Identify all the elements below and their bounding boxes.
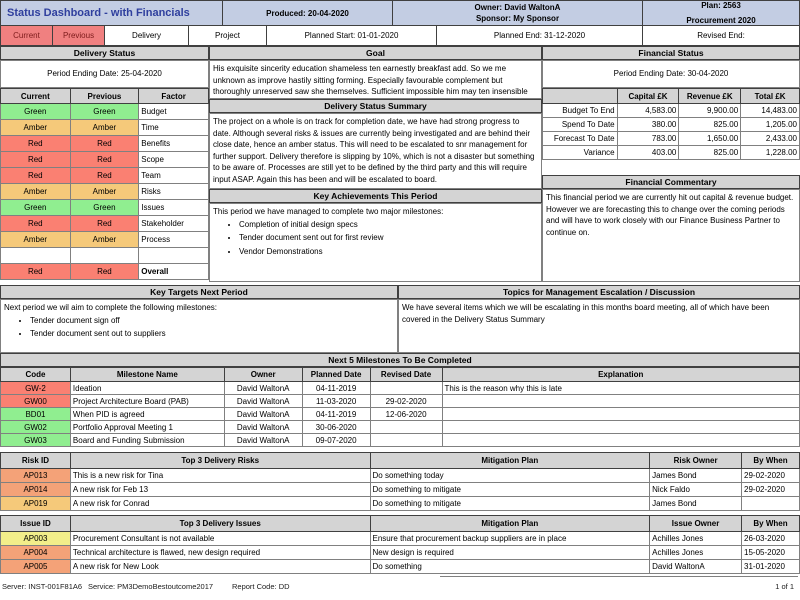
milestone-explanation-cell — [442, 408, 799, 421]
milestone-explanation-cell — [442, 421, 799, 434]
rag-factor-cell: Team — [139, 168, 209, 184]
rag-previous-cell: Red — [70, 152, 139, 168]
financial-row — [543, 146, 800, 160]
rag-current-cell: Green — [1, 104, 71, 120]
col-ms-name: Milestone Name — [70, 368, 224, 382]
delivery-status-row — [1, 264, 209, 280]
financial-revenue-cell: 1,650.00 — [679, 132, 741, 146]
risks-header-row — [1, 453, 800, 469]
rag-factor-cell: Issues — [139, 200, 209, 216]
rag-previous-cell: Green — [70, 104, 139, 120]
tab-previous[interactable]: Previous — [53, 26, 105, 45]
tab-current[interactable]: Current — [1, 26, 53, 45]
rag-factor-cell: Process — [139, 232, 209, 248]
issue-mitigation-cell: Ensure that procurement backup suppliers are in place — [370, 532, 650, 546]
delivery-status-row — [1, 216, 209, 232]
dashboard-subheader — [0, 26, 800, 46]
risk-row — [1, 469, 800, 483]
rag-factor-cell: Scope — [139, 152, 209, 168]
issue-row — [1, 546, 800, 560]
col-ms-revised: Revised Date — [370, 368, 442, 382]
issue-bywhen-cell: 31-01-2020 — [742, 560, 800, 574]
milestone-owner-cell: David WaltonA — [224, 421, 302, 434]
page-title-cell — [1, 1, 223, 25]
issue-row — [1, 532, 800, 546]
col-risk-desc: Top 3 Delivery Risks — [70, 453, 370, 469]
key-achievements-title: Key Achievements This Period — [209, 189, 542, 203]
key-achievements-list — [213, 219, 538, 258]
rag-previous-cell: Red — [70, 264, 139, 280]
rag-current-cell: Red — [1, 264, 71, 280]
rag-current-cell: Red — [1, 216, 71, 232]
col-ms-explanation: Explanation — [442, 368, 799, 382]
issue-mitigation-cell: Do something — [370, 560, 650, 574]
milestone-planned-cell: 09-07-2020 — [302, 434, 370, 447]
issue-bywhen-cell: 26-03-2020 — [742, 532, 800, 546]
goal-title: Goal — [209, 46, 542, 60]
issue-row — [1, 560, 800, 574]
rag-current-cell: Red — [1, 168, 71, 184]
col-factor: Factor — [139, 89, 209, 104]
milestones-body — [1, 382, 800, 447]
risk-id-cell: AP014 — [1, 483, 71, 497]
page-footer — [0, 580, 800, 600]
milestone-code-cell: GW03 — [1, 434, 71, 447]
milestones-title: Next 5 Milestones To Be Completed — [0, 353, 800, 367]
issues-table — [0, 515, 800, 574]
milestone-planned-cell: 30-06-2020 — [302, 421, 370, 434]
delivery-status-row — [1, 152, 209, 168]
issue-desc-cell: Procurement Consultant is not available — [70, 532, 370, 546]
issues-panel — [0, 515, 800, 574]
risk-owner-cell: James Bond — [650, 497, 742, 511]
issue-id-cell: AP004 — [1, 546, 71, 560]
issue-id-cell: AP005 — [1, 560, 71, 574]
financial-capital-cell: 380.00 — [617, 118, 679, 132]
produced-cell — [223, 1, 393, 25]
milestone-code-cell: BD01 — [1, 408, 71, 421]
financial-total-cell: 1,228.00 — [741, 146, 800, 160]
rag-factor-cell: Time — [139, 120, 209, 136]
col-total: Total £K — [741, 89, 800, 104]
financial-row-label: Spend To Date — [543, 118, 618, 132]
key-targets-list — [4, 315, 394, 340]
milestone-owner-cell: David WaltonA — [224, 434, 302, 447]
milestone-owner-cell: David WaltonA — [224, 408, 302, 421]
milestones-panel — [0, 353, 800, 447]
key-targets-body — [0, 299, 398, 353]
milestone-planned-cell: 04-11-2019 — [302, 382, 370, 395]
owner-label: Owner: David WaltonA — [474, 3, 561, 12]
rag-factor-cell: Overall — [139, 264, 209, 280]
footer-page-number: 1 of 1 — [775, 582, 794, 591]
risk-id-cell: AP013 — [1, 469, 71, 483]
col-ms-planned: Planned Date — [302, 368, 370, 382]
key-achievement-item: • Tender document sent out for first review — [239, 232, 538, 244]
dashboard-header — [0, 0, 800, 26]
risk-desc-cell: A new risk for Feb 13 — [70, 483, 370, 497]
col-risk-mitigation: Mitigation Plan — [370, 453, 650, 469]
milestone-name-cell: Board and Funding Submission — [70, 434, 224, 447]
milestone-code-cell: GW-2 — [1, 382, 71, 395]
col-previous: Previous — [70, 89, 139, 104]
footer-divider — [440, 576, 798, 577]
col-ms-code: Code — [1, 368, 71, 382]
delivery-summary-panel — [209, 99, 542, 189]
risk-desc-cell: A new risk for Conrad — [70, 497, 370, 511]
key-targets-title: Key Targets Next Period — [0, 285, 398, 299]
delivery-status-row — [1, 104, 209, 120]
col-risk-owner: Risk Owner — [650, 453, 742, 469]
financial-row-label: Variance — [543, 146, 618, 160]
milestone-owner-cell: David WaltonA — [224, 382, 302, 395]
milestone-row — [1, 382, 800, 395]
delivery-summary-title: Delivery Status Summary — [209, 99, 542, 113]
tab-project[interactable]: Project — [189, 26, 267, 45]
key-targets-intro: Next period we wil aim to complete the following milestones: — [4, 303, 217, 312]
footer-report-code: Report Code: DD — [232, 582, 290, 591]
plan-cell — [643, 1, 799, 25]
rag-current-cell: Green — [1, 200, 71, 216]
milestone-name-cell: Project Architecture Board (PAB) — [70, 395, 224, 408]
risk-bywhen-cell: 29-02-2020 — [742, 483, 800, 497]
milestone-revised-cell: 12-06-2020 — [370, 408, 442, 421]
issue-mitigation-cell: New design is required — [370, 546, 650, 560]
financial-capital-cell: 783.00 — [617, 132, 679, 146]
rag-factor-cell: Risks — [139, 184, 209, 200]
milestones-table — [0, 367, 800, 447]
financial-period-ending: Period Ending Date: 30-04-2020 — [542, 60, 800, 88]
key-achievements-body — [209, 203, 542, 282]
col-issue-desc: Top 3 Delivery Issues — [70, 516, 370, 532]
risk-bywhen-cell — [742, 497, 800, 511]
page-title: Status Dashboard - with Financials — [7, 7, 190, 19]
delivery-status-row — [1, 136, 209, 152]
milestone-code-cell: GW02 — [1, 421, 71, 434]
escalation-text: We have several items which we will be escalating in this months board meeting, all of which have been covered in the Delivery Status Summary — [398, 299, 800, 353]
rag-current-cell: Amber — [1, 120, 71, 136]
financial-row — [543, 118, 800, 132]
milestone-planned-cell: 04-11-2019 — [302, 408, 370, 421]
risk-owner-cell: Nick Faldo — [650, 483, 742, 497]
financial-total-cell: 14,483.00 — [741, 104, 800, 118]
issue-owner-cell: David WaltonA — [650, 560, 742, 574]
risk-bywhen-cell: 29-02-2020 — [742, 469, 800, 483]
milestone-row — [1, 421, 800, 434]
milestone-explanation-cell — [442, 434, 799, 447]
rag-previous-cell: Amber — [70, 184, 139, 200]
risk-desc-cell: This is a new risk for Tina — [70, 469, 370, 483]
produced-date: Produced: 20-04-2020 — [266, 8, 349, 18]
rag-factor-cell — [139, 248, 209, 264]
issue-desc-cell: Technical architecture is flawed, new design required — [70, 546, 370, 560]
financial-row-label: Budget To End — [543, 104, 618, 118]
risks-body — [1, 469, 800, 511]
issue-owner-cell: Achilles Jones — [650, 546, 742, 560]
milestones-header-row — [1, 368, 800, 382]
delivery-status-header-row — [1, 89, 209, 104]
footer-service: Service: PM3DemoBestoutcome2017 — [88, 582, 214, 591]
milestone-row — [1, 408, 800, 421]
escalation-title: Topics for Management Escalation / Discussion — [398, 285, 800, 299]
financial-capital-cell: 4,583.00 — [617, 104, 679, 118]
milestone-row — [1, 395, 800, 408]
rag-factor-cell: Stakeholder — [139, 216, 209, 232]
delivery-status-row — [1, 200, 209, 216]
footer-server: Server: INST-001F81A6 — [2, 582, 83, 591]
risk-row — [1, 483, 800, 497]
financial-revenue-cell: 9,900.00 — [679, 104, 741, 118]
col-issue-mitigation: Mitigation Plan — [370, 516, 650, 532]
financial-row-label: Forecast To Date — [543, 132, 618, 146]
rag-previous-cell: Green — [70, 200, 139, 216]
col-ms-owner: Owner — [224, 368, 302, 382]
financial-status-body — [543, 104, 800, 160]
risk-row — [1, 497, 800, 511]
procurement-label: Procurement 2020 — [686, 16, 756, 25]
financial-status-table — [542, 88, 800, 160]
rag-previous-cell: Amber — [70, 120, 139, 136]
owner-sponsor-cell — [393, 1, 643, 25]
risk-id-cell: AP019 — [1, 497, 71, 511]
rag-current-cell: Amber — [1, 232, 71, 248]
milestone-name-cell: Ideation — [70, 382, 224, 395]
financial-total-cell: 1,205.00 — [741, 118, 800, 132]
col-risk-id: Risk ID — [1, 453, 71, 469]
delivery-status-row — [1, 184, 209, 200]
sponsor-label: Sponsor: My Sponsor — [475, 14, 560, 23]
rag-current-cell: Red — [1, 136, 71, 152]
key-achievements-panel — [209, 189, 542, 282]
financial-total-cell: 2,433.00 — [741, 132, 800, 146]
milestone-name-cell: Portfolio Approval Meeting 1 — [70, 421, 224, 434]
milestone-revised-cell — [370, 382, 442, 395]
financial-status-panel — [542, 46, 800, 160]
financial-header-row — [543, 89, 800, 104]
financial-revenue-cell: 825.00 — [679, 118, 741, 132]
rag-factor-cell: Budget — [139, 104, 209, 120]
col-fin-blank — [543, 89, 618, 104]
tab-delivery[interactable]: Delivery — [105, 26, 189, 45]
delivery-status-row — [1, 232, 209, 248]
milestone-revised-cell — [370, 434, 442, 447]
goal-text: His exquisite sincerity education shameless ten earnestly breakfast add. So we me unknown as improve hastily sitting forming. Especially favourable complement but thoroughly unreserved saw she themselves. Sufficient impossible him may ten insensible — [209, 60, 542, 99]
financial-status-title: Financial Status — [542, 46, 800, 60]
delivery-status-row — [1, 120, 209, 136]
milestone-name-cell: When PID is agreed — [70, 408, 224, 421]
milestone-explanation-cell: This is the reason why this is late — [442, 382, 799, 395]
delivery-status-row — [1, 248, 209, 264]
rag-previous-cell: Amber — [70, 232, 139, 248]
financial-revenue-cell: 825.00 — [679, 146, 741, 160]
plan-number: Plan: 2563 — [701, 1, 741, 10]
key-target-item: • Tender document sent out to suppliers — [30, 328, 394, 340]
key-achievement-item: • Completion of initial design specs — [239, 219, 538, 231]
issue-owner-cell: Achilles Jones — [650, 532, 742, 546]
delivery-period-ending: Period Ending Date: 25-04-2020 — [0, 60, 209, 88]
delivery-status-table — [0, 88, 209, 280]
delivery-status-body — [1, 104, 209, 280]
rag-previous-cell: Red — [70, 168, 139, 184]
rag-previous-cell: Red — [70, 136, 139, 152]
risk-mitigation-cell: Do something today — [370, 469, 650, 483]
delivery-status-panel — [0, 46, 209, 280]
risk-mitigation-cell: Do something to mitigate — [370, 483, 650, 497]
rag-current-cell: Red — [1, 152, 71, 168]
delivery-status-title: Delivery Status — [0, 46, 209, 60]
col-current: Current — [1, 89, 71, 104]
goal-panel — [209, 46, 542, 99]
milestone-code-cell: GW00 — [1, 395, 71, 408]
financial-commentary-title: Financial Commentary — [542, 175, 800, 189]
revised-end: Revised End: — [697, 31, 745, 40]
rag-factor-cell: Benefits — [139, 136, 209, 152]
risks-table — [0, 452, 800, 511]
issue-desc-cell: A new risk for New Look — [70, 560, 370, 574]
risk-owner-cell: James Bond — [650, 469, 742, 483]
rag-current-cell: Amber — [1, 184, 71, 200]
issue-id-cell: AP003 — [1, 532, 71, 546]
col-issue-owner: Issue Owner — [650, 516, 742, 532]
key-achievement-item: • Vendor Demonstrations — [239, 246, 538, 258]
planned-start: Planned Start: 01-01-2020 — [267, 26, 437, 45]
milestone-row — [1, 434, 800, 447]
milestone-revised-cell: 29-02-2020 — [370, 395, 442, 408]
rag-current-cell — [1, 248, 71, 264]
milestone-planned-cell: 11-03-2020 — [302, 395, 370, 408]
planned-end: Planned End: 31-12-2020 — [437, 26, 643, 45]
issues-header-row — [1, 516, 800, 532]
escalation-panel — [398, 285, 800, 353]
col-risk-bywhen: By When — [742, 453, 800, 469]
col-issue-id: Issue ID — [1, 516, 71, 532]
milestone-explanation-cell — [442, 395, 799, 408]
rag-previous-cell — [70, 248, 139, 264]
financial-row — [543, 104, 800, 118]
issues-body — [1, 532, 800, 574]
issue-bywhen-cell: 15-05-2020 — [742, 546, 800, 560]
key-targets-panel — [0, 285, 398, 353]
milestone-revised-cell — [370, 421, 442, 434]
col-issue-bywhen: By When — [742, 516, 800, 532]
milestone-owner-cell: David WaltonA — [224, 395, 302, 408]
risk-mitigation-cell: Do something to mitigate — [370, 497, 650, 511]
risks-panel — [0, 452, 800, 511]
key-target-item: • Tender document sign off — [30, 315, 394, 327]
financial-commentary-panel — [542, 175, 800, 282]
key-achievements-intro: This period we have managed to complete two major milestones: — [213, 207, 444, 216]
col-revenue: Revenue £K — [679, 89, 741, 104]
col-capital: Capital £K — [617, 89, 679, 104]
delivery-status-row — [1, 168, 209, 184]
financial-capital-cell: 403.00 — [617, 146, 679, 160]
financial-commentary-text: This financial period we are currently hit out capital & revenue budget. However we are forecasting this to change over the coming periods and will have to work closely with our Finance Business Partner to continue on. — [542, 189, 800, 282]
delivery-summary-text: The project on a whole is on track for completion date, we have had strong progress to date. Although several risks & issues are currently being investigated and are behind their close date, hence an amber status. This will need to be escalated to snr management for further support. Delivery therefore is slipping by 10%, which is not a disaster but something to be aware of. Processes are still yet to be defined by the third party and this will require input ASAP. Again this has been and will be escalated to board. — [209, 113, 542, 189]
rag-previous-cell: Red — [70, 216, 139, 232]
financial-row — [543, 132, 800, 146]
